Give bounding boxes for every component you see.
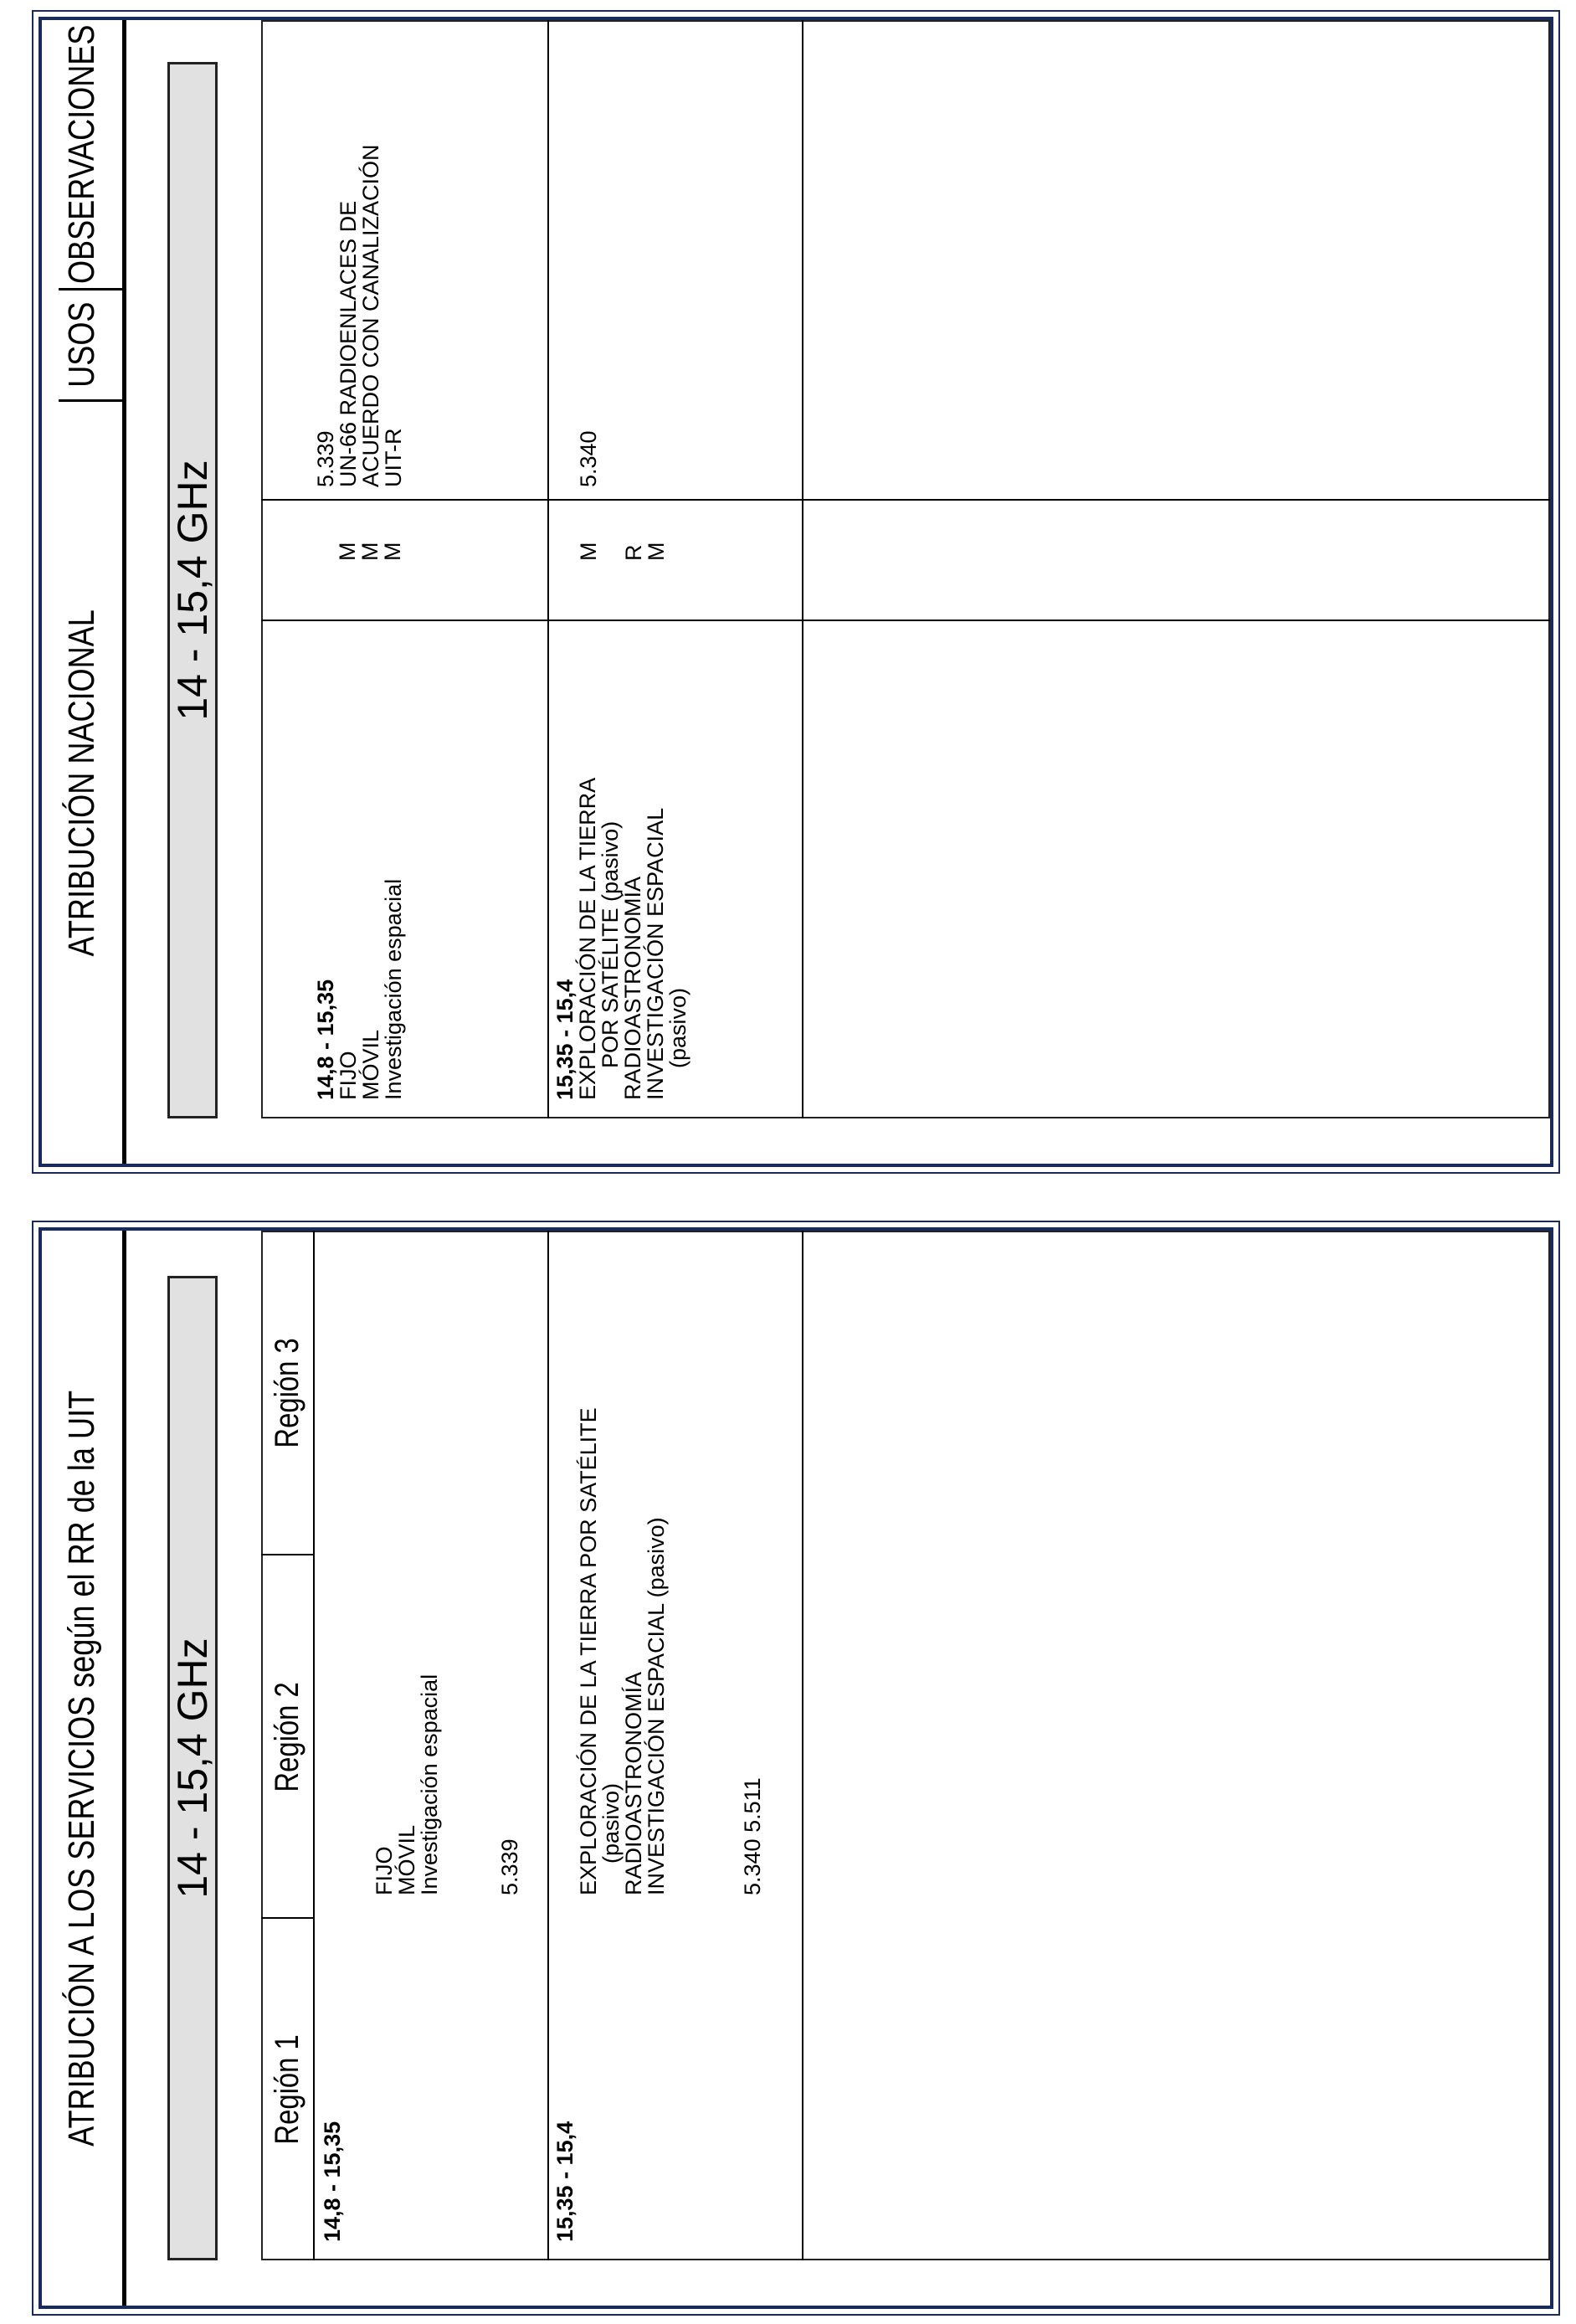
region-1-header: Región 1 [268, 2034, 305, 2145]
row-divider [313, 1231, 315, 2260]
itu-row-1-footnote: 5.339 [497, 1838, 522, 1895]
header-rule [122, 1231, 126, 2306]
col-divider [261, 620, 1550, 621]
row-divider [802, 1231, 803, 2260]
national-row-2-services: 15,35 - 15,4 EXPLORACIÓN DE LA TIERRA POR SATÉLITE (pasivo) RADIOASTRONOMÍA INVESTIGACIÓN ESPACIAL (pasivo) [552, 777, 690, 1100]
national-row-1-observaciones: 5.339 UN-66 RADIOENLACES DE ACUERDO CON CANALIZACIÓN UIT-R [313, 144, 406, 487]
itu-row-2-services: EXPLORACIÓN DE LA TIERRA POR SATÉLITE (pasivo) RADIOASTRONOMÍA INVESTIGACIÓN ESPACIAL (pasivo) [576, 1407, 669, 1895]
row-divider [547, 1231, 549, 2260]
col-divider [261, 1554, 313, 1555]
national-row-2-observaciones: 5.340 [576, 430, 601, 487]
frequency-band-title: 14 - 15,4 GHz [167, 62, 218, 1118]
col-divider [261, 1917, 313, 1919]
header-divider [59, 399, 122, 402]
col-divider [261, 499, 1550, 501]
itu-row-1-range: 14,8 - 15,35 [320, 2121, 345, 2242]
header-usos: USOS [61, 301, 102, 388]
itu-row-2-range: 15,35 - 15,4 [552, 2121, 578, 2242]
header-atribucion-nacional: ATRIBUCIÓN NACIONAL [61, 609, 102, 957]
itu-row-1-services: FIJO MÓVIL Investigación espacial [372, 1674, 442, 1895]
frequency-band-title: 14 - 15,4 GHz [167, 1276, 218, 2260]
national-row-1-services: 14,8 - 15,35 FIJO MÓVIL Investigación espacial [313, 878, 406, 1100]
row-divider [547, 20, 549, 1118]
region-2-header: Región 2 [268, 1682, 305, 1792]
row-divider [802, 20, 803, 1118]
national-table [261, 20, 1550, 1118]
region-3-header: Región 3 [268, 1338, 305, 1448]
itu-table [261, 1231, 1550, 2260]
itu-row-2-footnote: 5.340 5.511 [740, 1777, 765, 1895]
itu-title: ATRIBUCIÓN A LOS SERVICIOS según el RR de la UIT [61, 1390, 102, 2147]
national-row-1-usos: M M M [335, 542, 405, 561]
itu-allocation-panel [39, 1227, 1553, 2309]
header-observaciones: OBSERVACIONES [61, 24, 102, 284]
national-row-2-usos: M R M [576, 542, 669, 561]
header-rule [122, 20, 126, 1164]
header-divider [59, 288, 122, 290]
national-allocation-panel [39, 17, 1553, 1167]
